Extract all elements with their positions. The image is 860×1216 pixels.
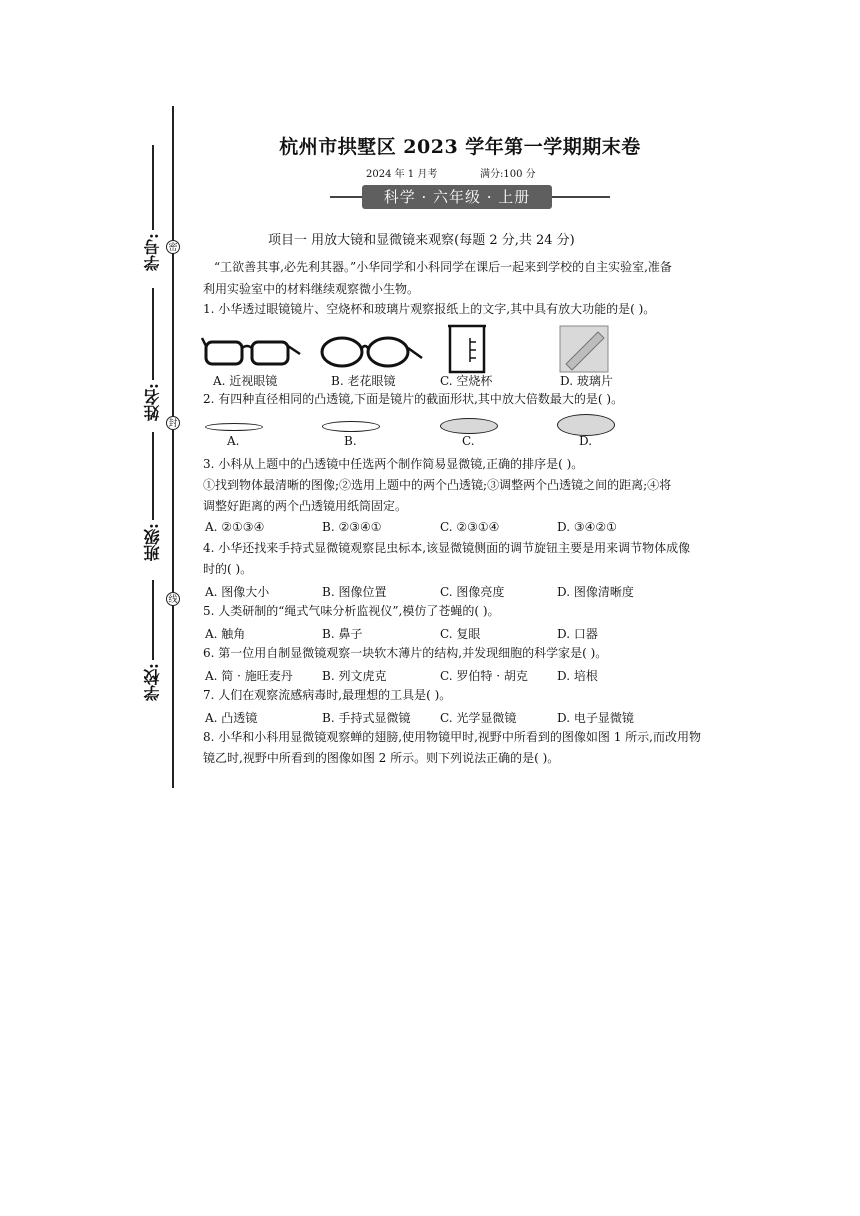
q2-option-b: B. <box>344 434 357 448</box>
q5-option-a: A. 触角 <box>205 627 246 641</box>
school-blank <box>152 580 154 660</box>
class-label: 班级: <box>143 523 162 561</box>
q7-option-b: B. 手持式显微镜 <box>322 711 411 725</box>
seal-mark-2: 封 <box>166 416 180 430</box>
q4-option-d: D. 图像清晰度 <box>557 585 634 599</box>
binding-line <box>172 106 174 788</box>
q4-option-b: B. 图像位置 <box>322 585 387 599</box>
glass-slide-image <box>558 324 610 374</box>
subject-banner <box>350 185 610 209</box>
q2-option-d: D. <box>579 434 593 448</box>
q3-option-d: D. ③④②① <box>557 520 617 534</box>
q3-option-a: A. ②①③④ <box>205 520 265 534</box>
subject-banner-text: 科学 · 六年级 · 上册 <box>362 185 552 209</box>
q4-option-a: A. 图像大小 <box>205 585 270 599</box>
q3-line-3: 调整好距离的两个凸透镜用纸筒固定。 <box>203 499 408 513</box>
q3-stem: 3. 小科从上题中的凸透镜中任选两个制作简易显微镜,正确的排序是( )。 <box>203 457 584 471</box>
q3-option-b: B. ②③④① <box>322 520 382 534</box>
section-heading: 项目一 用放大镜和显微镜来观察(每题 2 分,共 24 分) <box>268 233 575 248</box>
q7-option-a: A. 凸透镜 <box>205 711 258 725</box>
q7-stem: 7. 人们在观察流感病毒时,最理想的工具是( )。 <box>203 688 452 702</box>
q8-line-2: 镜乙时,视野中所看到的图像如图 2 所示。则下列说法正确的是( )。 <box>203 751 560 765</box>
nearsighted-glasses-image <box>200 332 302 374</box>
q6-option-c: C. 罗伯特 · 胡克 <box>440 669 528 683</box>
q6-option-d: D. 培根 <box>557 669 598 683</box>
q6-option-b: B. 列文虎克 <box>322 669 387 683</box>
q4-line-2: 时的( )。 <box>203 562 253 576</box>
q8-line-1: 8. 小华和小科用显微镜观察蝉的翅膀,使用物镜甲时,视野中所看到的图像如图 1 所示,而改用物 <box>203 730 701 744</box>
q1-option-c: C. 空烧杯 <box>440 374 493 388</box>
banner-rule-left <box>330 196 362 198</box>
q2-option-a: A. <box>227 434 240 448</box>
q7-option-d: D. 电子显微镜 <box>557 711 634 725</box>
q5-option-d: D. 口器 <box>557 627 598 641</box>
q1-option-d: D. 玻璃片 <box>560 374 613 388</box>
q5-stem: 5. 人类研制的“绳式气味分析监视仪”,模仿了苍蝇的( )。 <box>203 604 500 618</box>
q3-option-c: C. ②③①④ <box>440 520 500 534</box>
seal-mark-3: 线 <box>166 592 180 606</box>
name-label: 姓名: <box>143 383 162 421</box>
seal-mark-1: 密 <box>166 240 180 254</box>
q1-option-a: A. 近视眼镜 <box>213 374 278 388</box>
reading-glasses-image <box>318 330 424 374</box>
q4-stem: 4. 小华还找来手持式显微镜观察昆虫标本,该显微镜侧面的调节旋钮主要是用来调节物体成像 <box>203 541 691 555</box>
student-id-blank <box>152 145 154 230</box>
class-blank <box>152 432 154 520</box>
school-label: 学校: <box>143 663 162 701</box>
beaker-image <box>444 322 490 374</box>
q2-option-c: C. <box>462 434 475 448</box>
banner-rule-right <box>552 196 610 198</box>
intro-line-2: 利用实验室中的材料继续观察微小生物。 <box>203 282 420 296</box>
exam-date: 2024 年 1 月考 <box>366 169 438 180</box>
q1-option-b: B. 老花眼镜 <box>331 374 396 388</box>
lens-b-shape <box>322 421 380 432</box>
intro-line-1: “工欲善其事,必先利其器。”小华同学和小科同学在课后一起来到学校的自主实验室,准备 <box>214 260 672 274</box>
q6-option-a: A. 简 · 施旺麦丹 <box>205 669 293 683</box>
q5-option-b: B. 鼻子 <box>322 627 363 641</box>
student-id-label: 学号: <box>143 233 162 271</box>
lens-c-shape <box>440 418 498 434</box>
q7-option-c: C. 光学显微镜 <box>440 711 517 725</box>
q6-stem: 6. 第一位用自制显微镜观察一块软木薄片的结构,并发现细胞的科学家是( )。 <box>203 646 608 660</box>
name-blank <box>152 288 154 380</box>
full-score: 满分:100 分 <box>480 169 536 180</box>
q2-stem: 2. 有四种直径相同的凸透镜,下面是镜片的截面形状,其中放大倍数最大的是( )。 <box>203 392 624 406</box>
lens-a-shape <box>205 423 263 431</box>
exam-title: 杭州市拱墅区 2023 学年第一学期期末卷 <box>279 136 641 158</box>
q5-option-c: C. 复眼 <box>440 627 481 641</box>
q3-line-2: ①找到物体最清晰的图像;②选用上题中的两个凸透镜;③调整两个凸透镜之间的距离;④将 <box>203 478 672 492</box>
lens-d-shape <box>557 414 615 436</box>
q4-option-c: C. 图像亮度 <box>440 585 505 599</box>
q1-stem: 1. 小华透过眼镜镜片、空烧杯和玻璃片观察报纸上的文字,其中具有放大功能的是( )。 <box>203 302 656 316</box>
